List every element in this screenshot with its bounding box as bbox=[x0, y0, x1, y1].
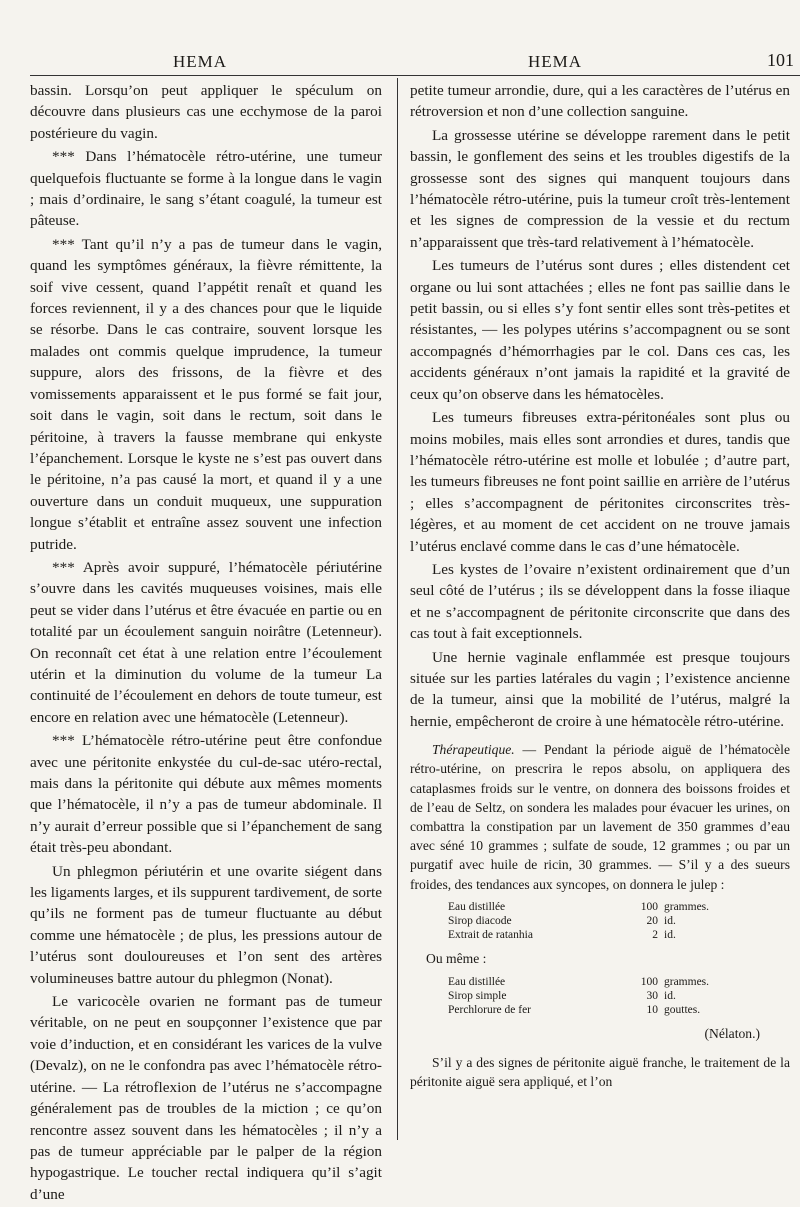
recipe-julep bbox=[448, 900, 790, 942]
ingredient-unit: id. bbox=[664, 914, 676, 927]
paragraph: Un phlegmon périutérin et une ovarite siégent dans les ligaments larges, et ils suppurent tardivement, de sorte qu’ils ne forment pas de tumeur fluctuante au début comme une hématocèle ; de plus, les pressions autour de l’utérus sont douloureuses et l’on sent des artères volumineuses battre autour du phlegmon (Nonat). bbox=[30, 862, 382, 987]
recipe-row bbox=[448, 900, 790, 914]
paragraph: Les tumeurs de l’utérus sont dures ; elles distendent cet organe ou lui sont attachées ; elles ne font pas saillie dans le petit bassin, ou si elles s’y font sentir elles sont très-petites et résistantes, — les polypes utérins s’accompagnent ou se sont accompagnés d’hémorrhagies par le col. Dans ces cas, les accidents généraux n’ont jamais la rapidité et la gravité de ceux qu’on observe dans les hématocèles. bbox=[410, 257, 790, 403]
paragraph: Les tumeurs fibreuses extra-péritonéales sont plus ou moins mobiles, mais elles sont arrondies et dures, tandis que l’hématocèle rétro-utérine est molle et lobulée ; d’autre part, les tumeurs fibreuses ne font point saillie en arrière de l’utérus ; elles s’accompagnent de péritonites circonscrites très-légères, et au moment de cet accident on ne trouve jamais l’utérus enclavé comme dans le cas d’une hématocèle. bbox=[410, 409, 790, 555]
header-rule bbox=[30, 75, 800, 76]
recipe-alternative bbox=[448, 975, 790, 1017]
ingredient-qty: 10 bbox=[646, 1004, 658, 1017]
recipe-row bbox=[448, 914, 790, 928]
ingredient-unit: grammes. bbox=[664, 900, 710, 913]
ingredient-qty: 30 bbox=[646, 990, 658, 1003]
ingredient-name: Extrait de ratanhia bbox=[448, 928, 533, 941]
paragraph: Une hernie vaginale enflammée est presque toujours située sur les parties latérales du vagin ; l’existence ancienne de la tumeur, ainsi que la mobilité de l’utérus, malgré la hernie, empêcheront de croire à une hématocèle rétro-utérine. bbox=[410, 648, 790, 730]
ingredient-name: Perchlorure de fer bbox=[448, 1004, 532, 1017]
ingredient-qty: 20 bbox=[646, 914, 658, 927]
alternative-label: Ou même : bbox=[426, 950, 487, 966]
paragraph: Le varicocèle ovarien ne formant pas de tumeur véritable, on ne peut en soupçonner l’existence que par voie d’induction, et en considérant les varices de la vulve (Devalz), on ne le confondra pas avec l’hématocèle rétro-utérine. — La rétroflexion de l’utérus ne s’accompagne généralement pas de troubles de la miction ; ce qu’on rencontre assez souvent dans les hématocèles ; il n’y a pas de tumeur appréciable par le palper de la région hypogastrique. Le toucher rectal indiquera qu’il s’agit d’une bbox=[30, 993, 382, 1203]
ingredient-unit: grammes. bbox=[664, 976, 710, 989]
column-divider bbox=[397, 78, 398, 1140]
recipe-row bbox=[448, 1003, 790, 1017]
ingredient-unit: gouttes. bbox=[664, 1004, 701, 1017]
paragraph: *** Tant qu’il n’y a pas de tumeur dans le vagin, quand les symptômes généraux, la fièvre rémittente, la soif vive cessent, quand l’appétit renaît et quand les forces reviennent, il y a des chances pour que le liquide se résorbe. Dans le cas contraire, souvent lorsque les malades ont commis quelque imprudence, la tumeur suppure, alors des frissons, de la fièvre et des vomissements apparaissent et le pus formé se fait jour, soit dans le vagin, soit dans le rectum, soit dans le péritoine, à travers la fausse membrane qui enkyste l’épanchement. Lorsque le kyste ne s’est pas ouvert dans le péritoine, n’a pas causé la mort, et quand il y a une ouverture dans un conduit muqueux, une suppuration longue s’établit et entraîne assez souvent une infection putride. bbox=[30, 235, 382, 553]
author-signature: (Nélaton.) bbox=[704, 1026, 760, 1042]
paragraph: *** L’hématocèle rétro-utérine peut être confondue avec une péritonite enkystée du cul-de-sac utéro-rectal, mais dans la péritonite qui débute aux mêmes moments que l’hématocèle, il n’y a pas de tumeur abdominale. Il n’y aurait d’erreur possible que si l’épanchement de sang était très-peu abondant. bbox=[30, 732, 382, 857]
final-paragraph: S’il y a des signes de péritonite aiguë franche, le traitement de la péritonite aiguë sera appliqué, et l’on bbox=[410, 1054, 790, 1089]
running-head-left: HEMA bbox=[173, 52, 228, 71]
recipe-row bbox=[448, 975, 790, 989]
ingredient-qty: 2 bbox=[652, 928, 658, 941]
ingredient-name: Sirop simple bbox=[448, 990, 507, 1003]
paragraph: Les kystes de l’ovaire n’existent ordinairement que d’un seul côté de l’utérus ; ils se développent dans la fosse iliaque et ne s’accompagnent de péritonite circonscrite que dans des cas tout à fait exceptionnels. bbox=[410, 560, 790, 643]
recipe-row bbox=[448, 989, 790, 1003]
running-head-right: HEMA bbox=[528, 52, 583, 71]
page-number: 101 bbox=[767, 50, 794, 70]
paragraph: bassin. Lorsqu’on peut appliquer le spéculum on découvre dans plusieurs cas une ecchymose de la paroi postérieure du vagin. bbox=[30, 82, 382, 142]
paragraph: *** Dans l’hématocèle rétro-utérine, une tumeur quelquefois fluctuante se forme à la longue dans le vagin ; mais d’ordinaire, le sang s’étant coagulé, la tumeur est pâteuse. bbox=[30, 148, 382, 230]
ingredient-unit: id. bbox=[664, 928, 676, 941]
ingredient-name: Sirop diacode bbox=[448, 914, 512, 927]
ingredient-unit: id. bbox=[664, 990, 676, 1003]
therapeutique-text: — Pendant la période aiguë de l’hématocèle rétro-utérine, on prescrira le repos absolu, on appliquera des cataplasmes froids sur le ventre, on donnera des boissons froides et de l’eau de Seltz, on sondera les malades pour évacuer les urines, on combattra la constipation par un lavement de 350 grammes d’eau avec séné 10 grammes ; sulfate de soude, 12 grammes ; ou par un purgatif avec huile de ricin, 30 grammes. — S’il y a des sueurs froides, des tendances aux syncopes, on donnera le julep : bbox=[410, 742, 790, 892]
ingredient-qty: 100 bbox=[640, 976, 658, 989]
paragraph: *** Après avoir suppuré, l’hématocèle périutérine s’ouvre dans les cavités muqueuses voisines, mais elle peut se vider dans l’utérus et être évacuée en partie ou en totalité par un écoulement sanguin noirâtre (Letenneur). On reconnaît cet état à une relation entre l’écoulement utérin et la diminution du volume de la tumeur La continuité de l’écoulement en dehors de toute tumeur, est encore en relation avec une hématocèle (Letenneur). bbox=[30, 558, 382, 726]
paragraph: La grossesse utérine se développe rarement dans le petit bassin, le gonflement des seins et les troubles digestifs de la grossesse sont des signes qui manquent toujours dans l’hématocèle rétro-utérine, puis la tumeur croît très-lentement et les signes de compression de la vessie et du rectum n’apparaissent que très-tard relativement à l’hématocèle. bbox=[410, 126, 790, 251]
ingredient-name: Eau distillée bbox=[448, 900, 506, 913]
therapeutique-heading: Thérapeutique. bbox=[432, 742, 515, 758]
ingredient-qty: 100 bbox=[640, 900, 658, 913]
right-column bbox=[410, 80, 790, 1093]
therapeutique-paragraph bbox=[410, 740, 790, 894]
paragraph: petite tumeur arrondie, dure, qui a les caractères de l’utérus en rétroversion et non d’une collection sanguine. bbox=[410, 82, 790, 121]
ingredient-name: Eau distillée bbox=[448, 976, 506, 989]
left-column bbox=[30, 80, 382, 1207]
recipe-row bbox=[448, 928, 790, 942]
